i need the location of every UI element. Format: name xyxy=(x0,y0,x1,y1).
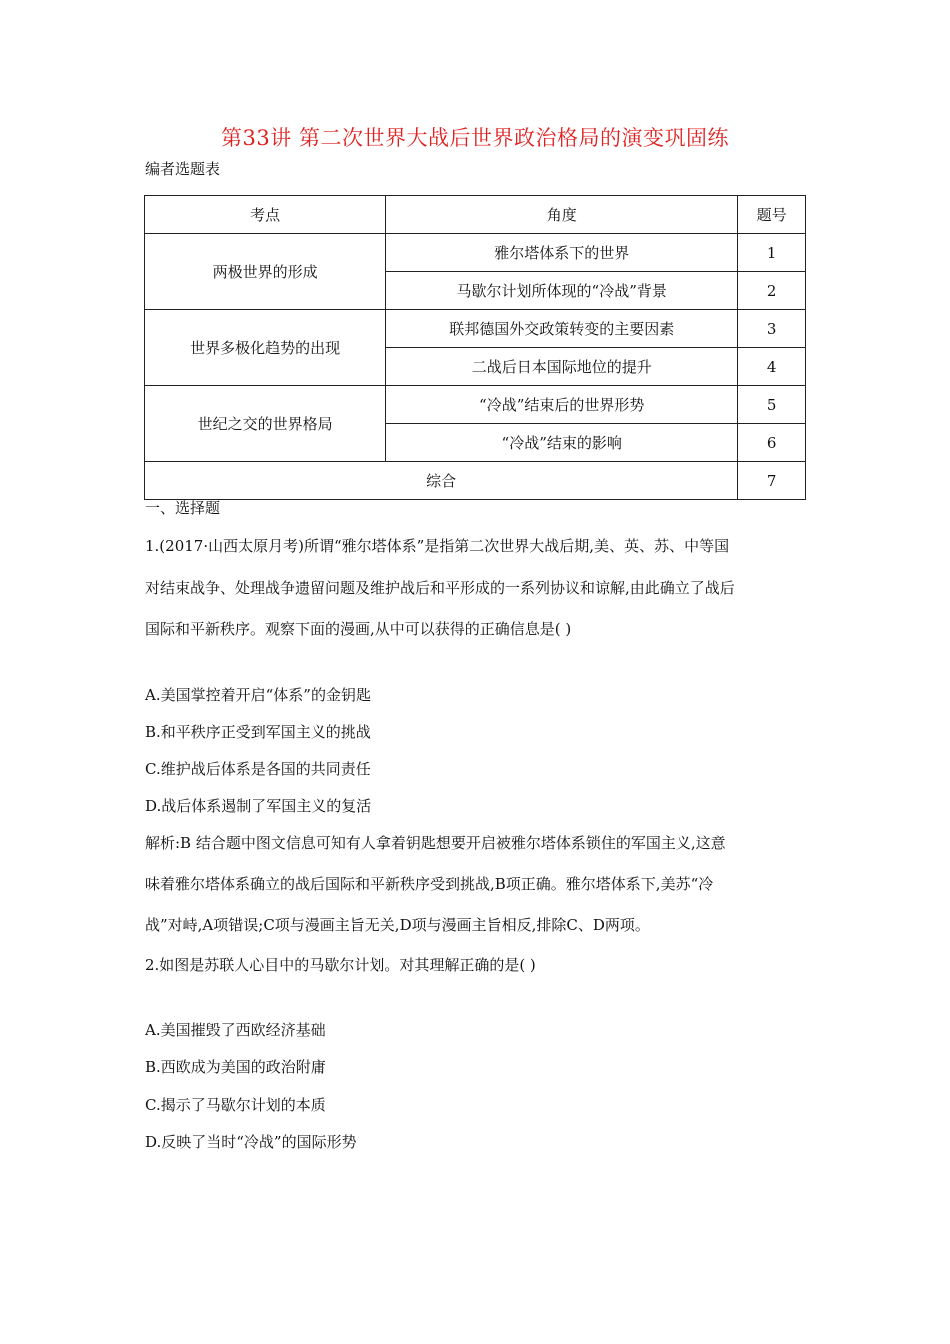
angle-cell: “冷战”结束后的世界形势 xyxy=(386,386,738,424)
number-cell: 3 xyxy=(738,310,806,348)
angle-cell: 联邦德国外交政策转变的主要因素 xyxy=(386,310,738,348)
table-header-row xyxy=(145,196,806,234)
q1-stem-line: 国际和平新秩序。观察下面的漫画,从中可以获得的正确信息是( ) xyxy=(145,620,572,638)
q1-stem-line: 1.(2017·山西太原月考)所谓“雅尔塔体系”是指第二次世界大战后期,美、英、苏、中等国 xyxy=(145,537,730,555)
header-angle: 角度 xyxy=(386,196,738,234)
number-cell: 5 xyxy=(738,386,806,424)
number-cell: 2 xyxy=(738,272,806,310)
q1-option-a: A.美国掌控着开启“体系”的金钥匙 xyxy=(145,686,371,704)
table-row xyxy=(145,310,806,348)
table-row xyxy=(145,386,806,424)
topic-cell: 世界多极化趋势的出现 xyxy=(145,310,386,386)
topic-cell: 两极世界的形成 xyxy=(145,234,386,310)
q1-stem-line: 对结束战争、处理战争遗留问题及维护战后和平形成的一系列协议和谅解,由此确立了战后 xyxy=(145,579,735,597)
number-cell: 1 xyxy=(738,234,806,272)
header-number: 题号 xyxy=(738,196,806,234)
angle-cell: 二战后日本国际地位的提升 xyxy=(386,348,738,386)
q2-stem: 2.如图是苏联人心目中的马歇尔计划。对其理解正确的是( ) xyxy=(145,956,536,974)
topic-cell: 世纪之交的世界格局 xyxy=(145,386,386,462)
q2-option-c: C.揭示了马歇尔计划的本质 xyxy=(145,1096,326,1114)
number-cell: 4 xyxy=(738,348,806,386)
header-topic: 考点 xyxy=(145,196,386,234)
section-heading: 一、选择题 xyxy=(145,499,221,517)
table-row xyxy=(145,234,806,272)
q2-option-b: B.西欧成为美国的政治附庸 xyxy=(145,1058,326,1076)
number-cell: 6 xyxy=(738,424,806,462)
q2-option-a: A.美国摧毁了西欧经济基础 xyxy=(145,1021,326,1039)
angle-cell: “冷战”结束的影响 xyxy=(386,424,738,462)
q1-option-c: C.维护战后体系是各国的共同责任 xyxy=(145,760,371,778)
q2-option-d: D.反映了当时“冷战”的国际形势 xyxy=(145,1133,357,1151)
q1-option-d: D.战后体系遏制了军国主义的复活 xyxy=(145,797,372,815)
angle-cell: 雅尔塔体系下的世界 xyxy=(386,234,738,272)
angle-cell: 马歇尔计划所体现的“冷战”背景 xyxy=(386,272,738,310)
topic-table xyxy=(144,195,806,500)
q1-option-b: B.和平秩序正受到军国主义的挑战 xyxy=(145,723,371,741)
table-caption: 编者选题表 xyxy=(145,160,221,178)
q1-analysis-line: 解析:B 结合题中图文信息可知有人拿着钥匙想要开启被雅尔塔体系锁住的军国主义,这意 xyxy=(145,834,726,852)
summary-label: 综合 xyxy=(145,462,738,500)
q1-analysis-line: 战”对峙,A项错误;C项与漫画主旨无关,D项与漫画主旨相反,排除C、D两项。 xyxy=(145,916,650,934)
q1-analysis-line: 味着雅尔塔体系确立的战后国际和平新秩序受到挑战,B项正确。雅尔塔体系下,美苏“冷 xyxy=(145,875,714,893)
number-cell: 7 xyxy=(738,462,806,500)
table-summary-row xyxy=(145,462,806,500)
page-title: 第33讲 第二次世界大战后世界政治格局的演变巩固练 xyxy=(221,126,729,150)
